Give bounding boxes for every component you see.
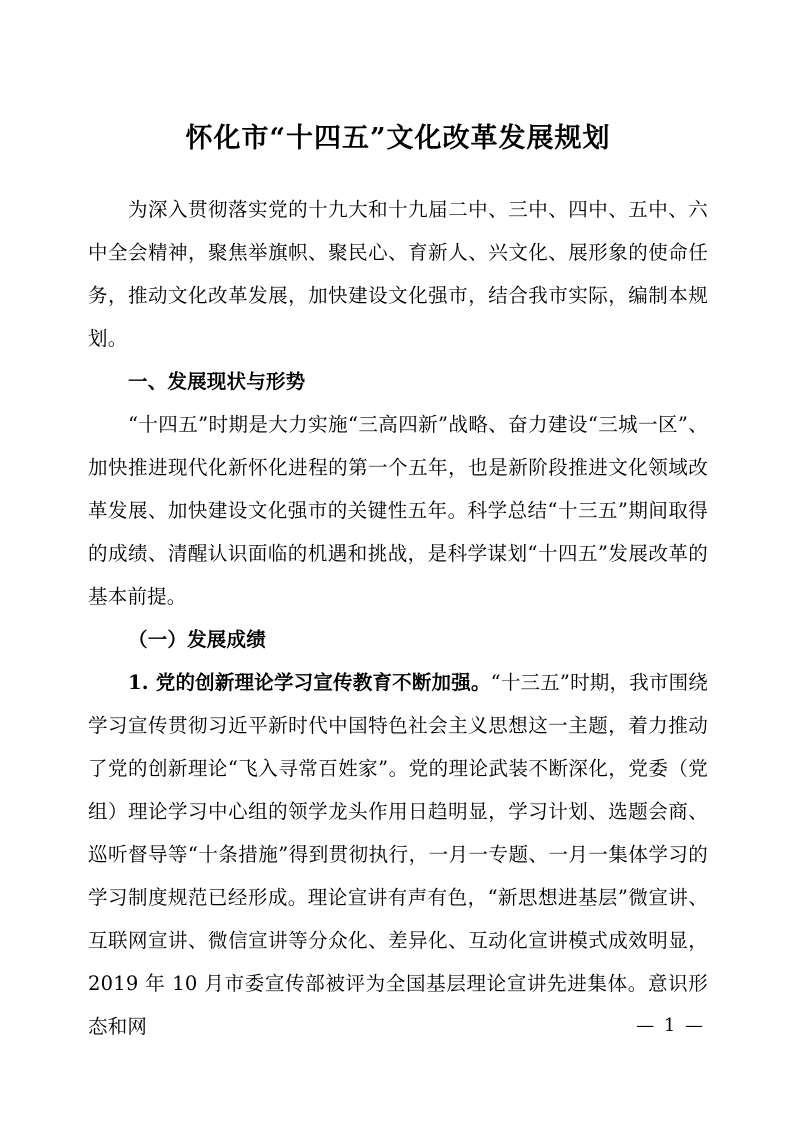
- page-title: 怀化市“十四五”文化改革发展规划: [185, 123, 611, 154]
- section-heading-development-status: 一、发展现状与形势: [128, 369, 306, 393]
- page-number: — 1 —: [636, 1015, 705, 1036]
- paragraph-section-one-intro: “十四五”时期是大力实施“三高四新”战略、奋力建设“三城一区”、加快推进现代化新怀化进程的第一个五年，也是新阶段推进文化领域改革发展、加快建设文化强市的关键性五年。科学总结“十三五”期间取得的成绩、清醒认识面临的机遇和挑战，是科学谋划“十四五”发展改革的基本前提。: [88, 412, 708, 608]
- subsection-heading-achievements: （一）发展成绩: [128, 627, 266, 651]
- paragraph-item-1: [88, 661, 708, 1048]
- paragraph-item-1-lead: 1. 党的创新理论学习宣传教育不断加强。: [128, 670, 491, 694]
- paragraph-item-1-text: “十三五”时期，我市围绕学习宣传贯彻习近平新时代中国特色社会主义思想这一主题，着力推动了党的创新理论“飞入寻常百姓家”。党的理论武装不断深化，党委（党组）理论学习中心组的领学龙头作用日趋明显，学习计划、选题会商、巡听督导等“十条措施”得到贯彻执行，一月一专题、一月一集体学习的学习制度规范已经形成。理论宣讲有声有色，“新思想进基层”微宣讲、互联网宣讲、微信宣讲等分众化、差异化、互动化宣讲模式成效明显，2019 年 10 月市委宣传部被评为全国基层理论宣讲先进集体。意识形态和网: [88, 670, 708, 1038]
- document-body: [88, 120, 708, 1048]
- paragraph-preamble: 为深入贯彻落实党的十九大和十九届二中、三中、四中、五中、六中全会精神，聚焦举旗帜、聚民心、育新人、兴文化、展形象的使命任务，推动文化改革发展，加快建设文化强市，结合我市实际，编制本规划。: [88, 197, 708, 350]
